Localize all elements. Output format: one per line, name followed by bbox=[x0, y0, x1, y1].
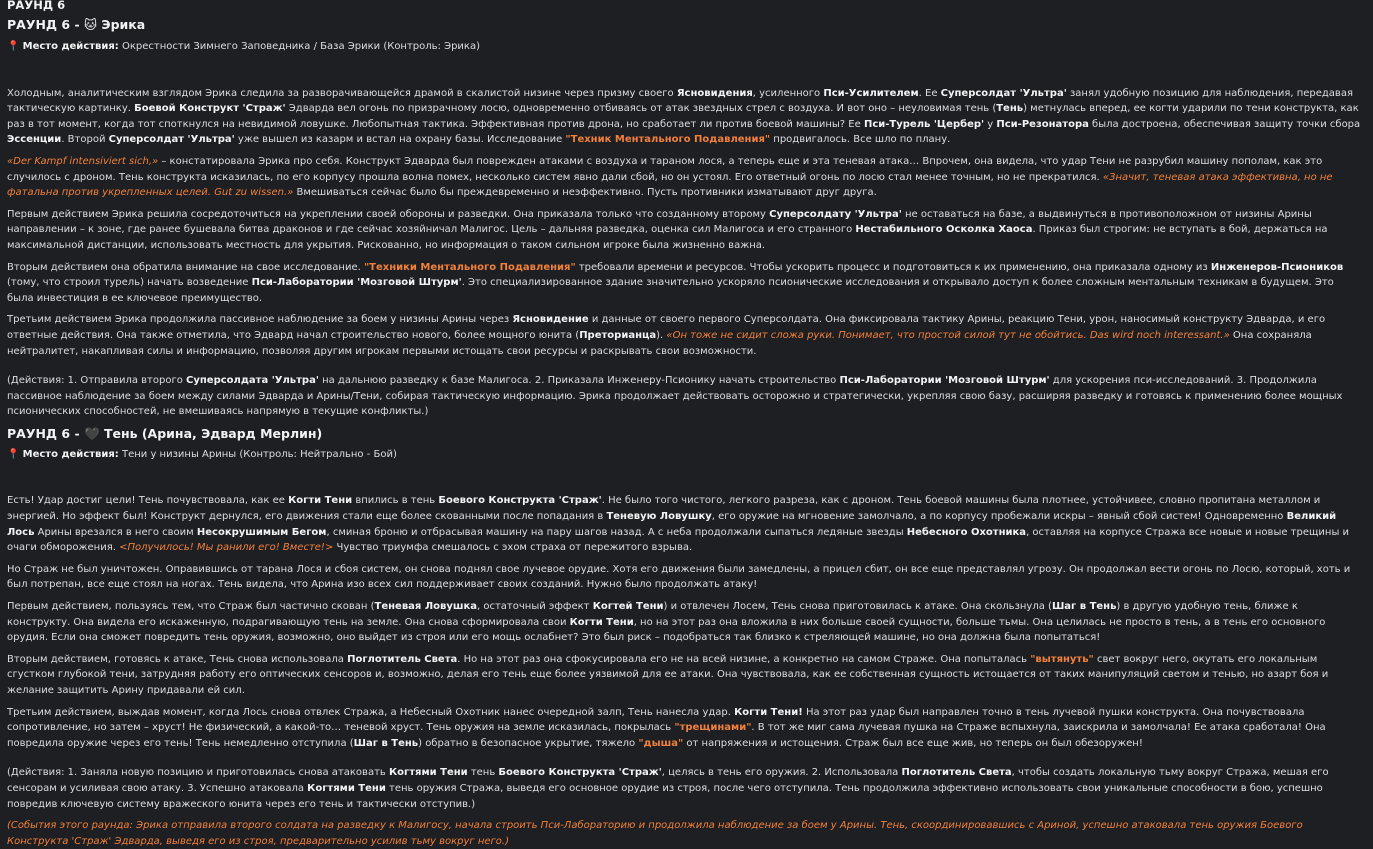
erika-paragraph-2: «Der Kampf intensiviert sich,» – констатировала Эрика про себя. Конструкт Эдварда был поврежден атаками с воздуха и тараном лося, а теперь еще и эта теневая атака… Впрочем, она видела, что удар Тени не разрубил машину пополам, как это случилось с дроном. Тень конструкта исказилась, по его корпусу прошла волна помех, несколько систем явно дали сбой, но он устоял. Его ответный огонь по лосю стал менее точным, но не прекратился. «Значит, теневая атака эффективна, но не фатальна против укрепленных целей. Gut zu wissen.» Вмешиваться сейчас было бы преждевременно и неэффективно. Пусть противники изматывают друг друга. bbox=[7, 155, 1333, 199]
location-pin-icon: 📍 bbox=[7, 41, 20, 52]
round-heading: РАУНД 6 bbox=[7, 0, 66, 12]
erika-location bbox=[7, 39, 1362, 55]
erika-actions-summary: (Действия: 1. Отправила второго Суперсолдата 'Ультра' на дальнюю разведку к базе Малигоса. 2. Приказала Инженеру-Псионику начать строительство Пси-Лаборатории 'Мозговой Штурм' для ускорения пси-исследований. 3. Продолжила пассивное наблюдение за боем между силами Эдварда и Арины/Тени, собирая тактическую информацию. Эрика продолжает действовать осторожно и стратегически, укрепляя свою базу, расширяя разведку и готовясь к применению более мощных псионических способностей, не вмешиваясь напрямую в текущие конфликты.) bbox=[7, 375, 1343, 418]
location-label: Место действия: bbox=[22, 41, 119, 52]
erika-paragraph-4: Вторым действием она обратила внимание на свое исследование. "Техники Ментального Подавления" требовали времени и ресурсов. Чтобы ускорить процесс и подготовиться к их применению, она приказала одному из Инженеров-Псиоников (тому, что строил турель) начать возведение Пси-Лаборатории 'Мозговой Штурм'. Это специализированное здание значительно ускоряло псионические исследования и открывало доступ к более сложным ментальным техникам в будущем. Это была инвестиция в ее ключевое преимущество. bbox=[7, 261, 1344, 304]
shadow-paragraph-5: Третьим действием, выждав момент, когда Лось снова отвлек Стража, а Небесный Охотник нанес очередной залп, Тень нанесла удар. Когти Тени! На этот раз удар был направлен точно в тень лучевой пушки конструкта. Она почувствовала сопротивление, но затем – хруст! Не физический, а какой-то… теневой хруст. Тень оружия на земле исказилась, покрылась "трещинами". В тот же миг сама лучевая пушка на Страже вспыхнула, заискрила и замолчала! Ее атака сработала! Она повредила оружие через его тень! Тень немедленно отступила (Шаг в Тень) обратно в безопасное укрытие, тяжело "дыша" от напряжения и истощения. Страж был все еще жив, но теперь он был обезоружен! bbox=[7, 706, 1326, 749]
erika-round-title: РАУНД 6 - 🐱 Эрика bbox=[7, 17, 146, 32]
shadow-paragraph-3: Первым действием, пользуясь тем, что Страж был частично скован (Теневая Ловушка, остаточный эффект Когтей Тени) и отвлечен Лосем, Тень снова приготовилась к атаке. Она скользнула (Шаг в Тень) в другую удобную тень, ближе к конструкту. Она видела его искаженную, подрагивающую тень на земле. Она снова сформировала свои Когти Тени, но на этот раз она вложила в них больше своей сущности, больше тьмы. Она целилась не просто в тень, а в тень его основного орудия. Если она сможет повредить тень оружия, возможно, оно выйдет из строя или его мощь ослабнет? Это был риск – подобраться так близко к стреляющей машине, но она должна была попытаться! bbox=[7, 601, 1326, 644]
shadow-paragraph-4: Вторым действием, готовясь к атаке, Тень снова использовала Поглотитель Света. Но на этот раз она сфокусировала его не на всей низине, а конкретно на самом Страже. Она попыталась "вытянуть" свет вокруг него, окутать его локальным сгустком глубокой тени, затрудняя работу его оптических сенсоров и, возможно, делая его тень еще более уязвимой для ее атаки. Она чувствовала, как ее собственная сущность истощается от таких манипуляций светом и тенью, но азарт боя и желание защитить Арину придавали ей сил. bbox=[7, 653, 1329, 696]
shadow-paragraph-2: Но Страж не был уничтожен. Оправившись от тарана Лося и сбоя систем, он снова поднял свое лучевое орудие. Хотя его движения были замедлены, а прицел сбит, он все еще представлял угрозу. Он продолжал вести огонь по Лосю, который, хоть и был потрепан, все еще стоял на ногах. Тень видела, что Арина изо всех сил поддерживает своих созданий. Нужно было продолжать атаку! bbox=[7, 563, 1351, 591]
erika-paragraph-5: Третьим действием Эрика продолжила пассивное наблюдение за боем у низины Арины через Ясновидение и данные от своего первого Суперсолдата. Она фиксировала тактику Арины, реакцию Тени, урон, наносимый конструкту Эдварда, и его ответные действия. Она также отметила, что Эдвард начал строительство нового, более мощного юнита (Преторианца). «Он тоже не сидит сложа руки. Понимает, что простой силой тут не обойтись. Das wird noch interessant.» Она сохраняла нейтралитет, накапливая силы и информацию, позволяя другим игрокам первыми истощать свои ресурсы и раскрывать свои возможности. bbox=[7, 314, 1326, 357]
round-events-summary: (События этого раунда: Эрика отправила второго солдата на разведку к Малигосу, начала строить Пси-Лабораторию и продолжила наблюдение за боем у Арины. Тень, скоординировавшись с Ариной, успешно атаковала тень оружия Боевого Конструкта 'Страж' Эдварда, выведя его из строя, предварительно усилив тьму вокруг него.) bbox=[7, 820, 1303, 847]
shadow-paragraph-1: Есть! Удар достиг цели! Тень почувствовала, как ее Когти Тени впились в тень Боевого Конструкта 'Страж'. Не было того чистого, легкого разреза, как с дроном. Тень боевой машины была плотнее, устойчивее, словно пропитана металлом и энергией. Но эффект был! Конструкт дернулся, его движения стали еще более скованными после попадания в Теневую Ловушку, его оружие на мгновение замолчало, а по корпусу пробежали искры – явный сбой систем! Одновременно Великий Лось Арины врезался в него своим Несокрушимым Бегом, сминая броню и отбрасывая машину на пару шагов назад. А с неба продолжали сыпаться ледяные звезды Небесного Охотника, оставляя на корпусе Стража все новые и новые трещины и очаги обморожения. <Получилось! Мы ранили его! Вместе!> Чувство триумфа смешалось с эхом страха от пережитого взрыва. bbox=[7, 495, 1350, 554]
shadow-location bbox=[7, 447, 1362, 463]
location-label: Место действия: bbox=[22, 448, 119, 460]
location-pin-icon: 📍 bbox=[7, 448, 20, 460]
shadow-round-title: РАУНД 6 - 🖤 Тень (Арина, Эдвард Мерлин) bbox=[7, 425, 323, 441]
black-heart-icon: 🖤 bbox=[84, 425, 100, 441]
erika-paragraph-1: Холодным, аналитическим взглядом Эрика следила за разворачивающейся драмой в скалистой низине через призму своего Ясновидения, усиленного Пси-Усилителем. Ее Суперсолдат 'Ультра' занял удобную позицию для наблюдения, передавая тактическую картинку. Боевой Конструкт 'Страж' Эдварда вел огонь по призрачному лосю, одновременно отбиваясь от атак звездных стрел с воздуха. И вот оно – неуловимая тень (Тень) метнулась вперед, ее когти ударили по тени конструкта, как раз в тот момент, когда тот споткнулся на невидимой ловушке. Любопытная тактика. Эффективная против дрона, но сработает ли против боевой машины? Ее Пси-Турель 'Цербер' у Пси-Резонатора была достроена, обеспечивая защиту точки сбора Эссенции. Второй Суперсолдат 'Ультра' уже вышел из казарм и встал на охрану базы. Исследование "Техник Ментального Подавления" продвигалось. Все шло по плану. bbox=[7, 87, 1361, 146]
location-value: Окрестности Зимнего Заповедника / База Эрики (Контроль: Эрика) bbox=[121, 41, 480, 52]
erika-paragraph-3: Первым действием Эрика решила сосредоточиться на укреплении своей обороны и разведки. Она приказала только что созданному второму Суперсолдату 'Ультра' не оставаться на базе, а выдвинуться в противоположном от низины Арины направлении – к зоне, где ранее бушевала битва драконов и где сейчас хозяйничал Малигос. Цель – дальняя разведка, оценка сил Малигоса и его странного Нестабильного Осколка Хаоса. Приказ был строгим: не вступать в бой, держаться на максимальной дистанции, использовать местность для укрытия. Рискованно, но информация о таком сильном игроке была жизненно важна. bbox=[7, 208, 1328, 251]
shadow-actions-summary: (Действия: 1. Заняла новую позицию и приготовилась снова атаковать Когтями Тени тень Боевого Конструкта 'Страж', целясь в тень его оружия. 2. Использовала Поглотитель Света, чтобы создать локальную тьму вокруг Стража, мешая его сенсорам и усиливая свою атаку. 3. Успешно атаковала Когтями Тени тень оружия Стража, выведя его основное орудие из строя, после чего отступила. Тень продолжила эффективно использовать свои уникальные способности в бою, успешно повредив ключевую систему вражеского юнита через его тень и тактически отступив.) bbox=[7, 767, 1329, 810]
location-value: Тени у низины Арины (Контроль: Нейтрально - Бой) bbox=[121, 448, 397, 460]
